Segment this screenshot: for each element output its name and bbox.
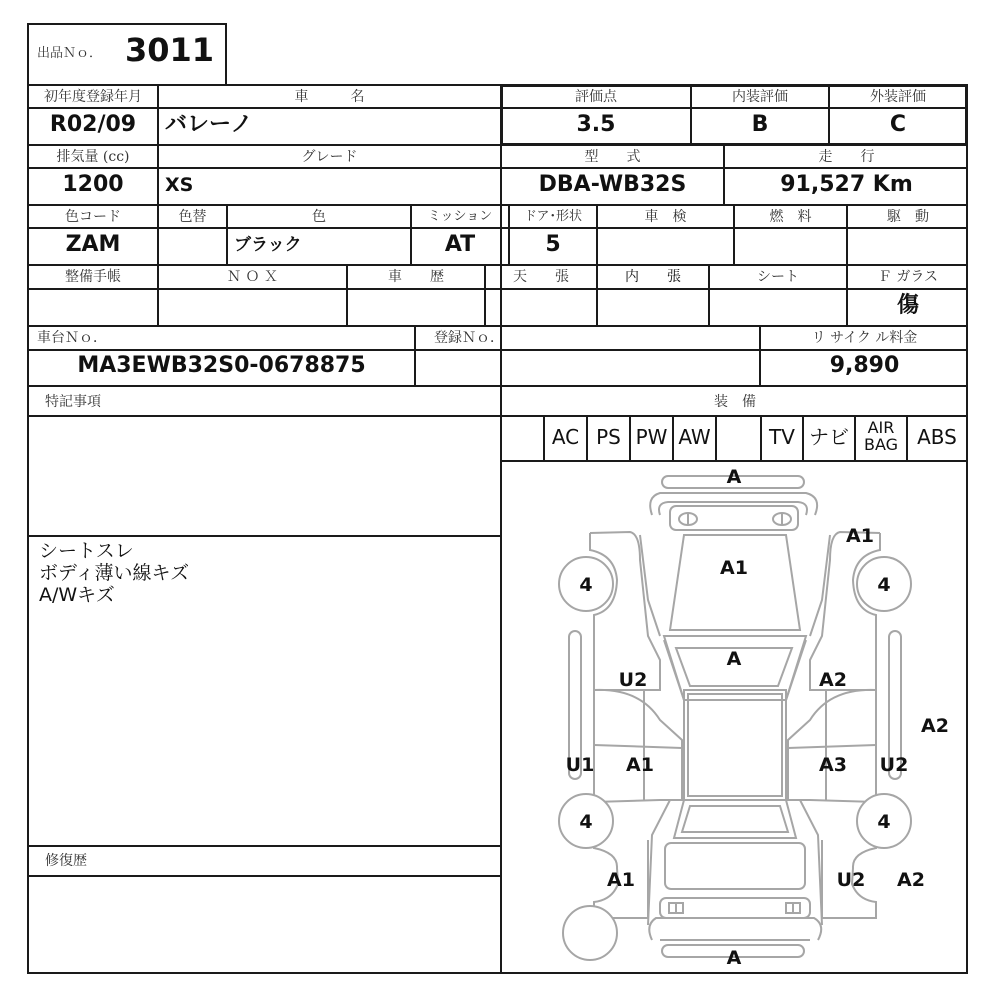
damage-right-front-fender: U2	[836, 869, 866, 891]
mission-label: ミッション	[427, 209, 493, 224]
listing-number-box	[27, 23, 227, 85]
color-label: 色	[312, 209, 326, 225]
exterior-grade-value: C	[889, 112, 907, 137]
rear-bumper-shape	[650, 493, 817, 515]
recycle-fee-value: 9,890	[829, 353, 900, 378]
listing-number-value: 3011	[125, 31, 215, 69]
damage-right-front-door: A3	[819, 754, 847, 776]
damage-left-rear-door: U2	[618, 669, 648, 691]
color-change-label: 色替	[178, 209, 207, 225]
equipment-tv: TV	[769, 425, 795, 449]
score-label: 評価点	[575, 89, 617, 105]
interior-grade-label: 内装評価	[732, 89, 788, 105]
remarks-line-3: A/Wキズ	[39, 584, 115, 606]
front-glass-value: 傷	[896, 293, 919, 318]
damage-roof: A	[726, 648, 742, 670]
remarks-label: 特記事項	[45, 394, 101, 410]
door-shape-value: 5	[545, 232, 561, 257]
hood	[665, 843, 805, 889]
model-label: 型 式	[584, 149, 641, 165]
damage-rear-bumper: A	[726, 466, 742, 488]
equipment-ps: PS	[596, 425, 621, 449]
car-name-value: バレーノ	[165, 112, 253, 137]
damage-left-step: U1	[565, 754, 595, 776]
damage-right-front-outside: A2	[897, 869, 925, 891]
damage-right-outside: A2	[921, 715, 949, 737]
inspection-label: 車 検	[644, 209, 687, 225]
fuel-label: 燃 料	[769, 209, 812, 225]
color-code-value: ZAM	[65, 232, 121, 257]
damage-right-rear-quarter: A1	[846, 525, 874, 547]
grade-value: XS	[165, 174, 194, 196]
tire-rear-right-value: 4	[877, 574, 891, 596]
remarks-line-2: ボディ薄い線キズ	[39, 562, 190, 584]
chassis-number-label: 車台Ｎｏ．	[37, 330, 107, 346]
vehicle-history-label: 車 歴	[388, 269, 444, 285]
ceiling-label: 天 張	[513, 269, 569, 285]
equipment-label: 装 備	[714, 394, 756, 410]
damage-left-front-door: A1	[626, 754, 654, 776]
left-rear-quarter	[590, 532, 660, 690]
displacement-value: 1200	[62, 172, 124, 197]
mileage-label: 走 行	[818, 149, 875, 165]
nox-label: Ｎ Ｏ Ｘ	[227, 269, 278, 285]
model-value: DBA-WB32S	[538, 172, 687, 197]
roof	[684, 690, 786, 800]
equipment-navi: ナビ	[809, 425, 849, 449]
displacement-label: 排気量 (cc)	[56, 149, 130, 165]
seat-label: シート	[757, 269, 799, 285]
interior-grade-value: B	[751, 112, 769, 137]
tire-front-right-value: 4	[877, 811, 891, 833]
rear-glass	[670, 535, 800, 630]
right-rear-quarter	[810, 532, 880, 690]
tire-front-left-value: 4	[579, 811, 593, 833]
spare-tire	[563, 906, 617, 960]
damage-right-rear-door: A2	[819, 669, 847, 691]
recycle-fee-label: リ サイク ル料金	[811, 330, 918, 346]
repair-history-label: 修復歴	[45, 853, 87, 869]
interior-trim-label: 内 張	[625, 269, 681, 285]
car-damage-diagram	[502, 462, 966, 972]
registration-number-label: 登録Ｎｏ．	[434, 330, 504, 346]
equipment-abs: ABS	[917, 425, 957, 449]
drive-label: 駆 動	[887, 209, 929, 225]
damage-front-bumper: A	[726, 947, 742, 969]
first-registration-value: R02/09	[49, 112, 137, 137]
remarks-line-1: シートスレ	[39, 540, 134, 562]
score-value: 3.5	[576, 112, 616, 137]
mileage-value: 91,527 Km	[780, 172, 913, 197]
color-code-label: 色コード	[65, 209, 121, 225]
grade-label: グレード	[301, 149, 358, 165]
equipment-ac: AC	[551, 425, 580, 449]
exterior-grade-label: 外装評価	[870, 89, 926, 105]
chassis-number-value: MA3EWB32S0-0678875	[77, 353, 366, 378]
door-shape-label: ドア･形状	[523, 209, 583, 224]
equipment-airbag: AIR BAG	[863, 418, 899, 454]
damage-right-step: U2	[879, 754, 909, 776]
first-registration-label: 初年度登録年月	[44, 89, 142, 105]
tire-rear-left-value: 4	[579, 574, 593, 596]
maintenance-record-label: 整備手帳	[65, 269, 121, 285]
equipment-aw: AW	[678, 425, 711, 449]
damage-left-front-fender: A1	[607, 869, 635, 891]
rear-panel	[670, 506, 798, 530]
car-name-label: 車 名	[294, 89, 365, 105]
damage-rear-glass: A1	[720, 557, 748, 579]
listing-number-label: 出品Ｎｏ．	[37, 46, 103, 61]
front-glass-label: Ｆ ガラス	[877, 269, 939, 285]
mission-value: AT	[444, 232, 476, 257]
color-value: ブラック	[234, 235, 302, 255]
equipment-pw: PW	[635, 425, 668, 449]
